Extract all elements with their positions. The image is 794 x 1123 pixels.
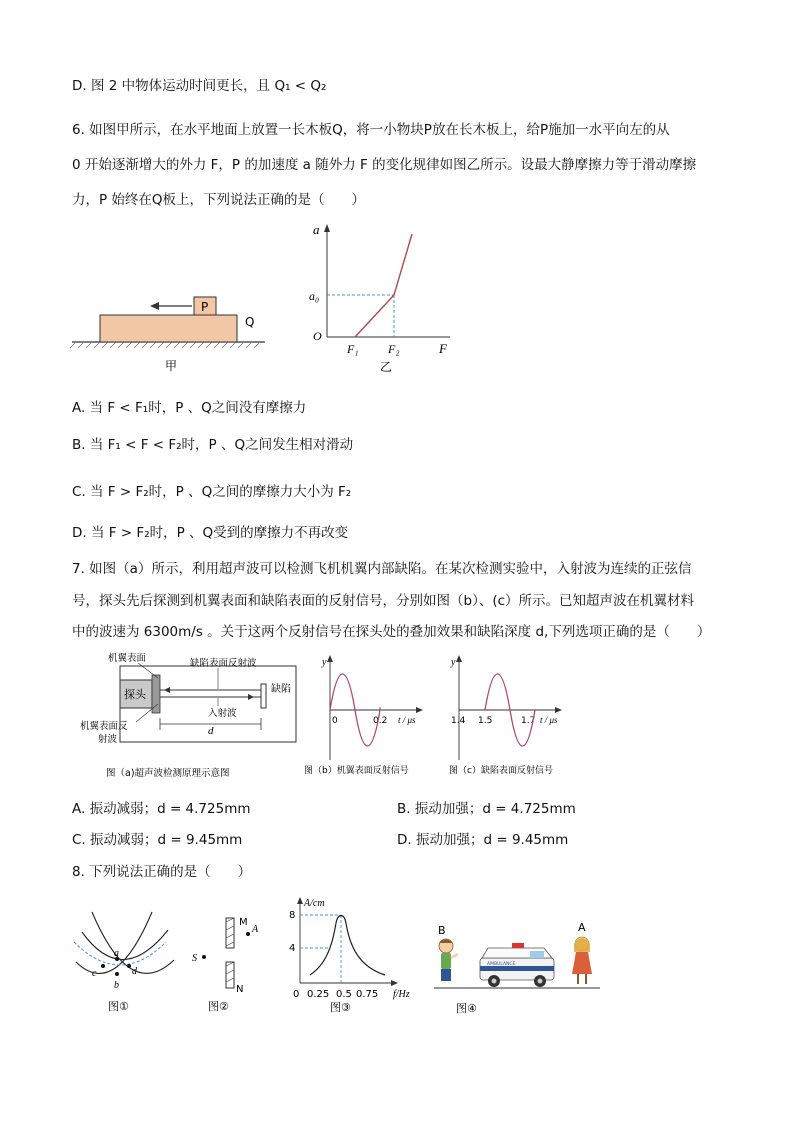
ambulance [480,943,554,987]
x-label-f: F [439,341,447,356]
label-f1: F₁ [347,342,359,356]
label-a0: a₀ [309,289,320,303]
fig2-label-a: A [252,924,259,935]
fig3-tick-025: 0.25 [307,989,330,1000]
fig3-tick-075: 0.75 [356,989,379,1000]
incident-label: 入射波 [208,708,237,719]
ambulance-text: AMBULANCE [487,962,516,967]
c-tick-17: 1.7 [521,716,536,726]
fig4-label-b: B [438,924,446,937]
c-x-unit: t / μs [540,715,558,725]
wing-reflect-label-1: 机翼表面反 [80,721,128,732]
fig3-tick-0: 0 [293,989,300,1000]
b-tick-0: 0 [332,716,338,726]
wing-surface-label: 机翼表面 [108,653,147,664]
b-tick-02: 0.2 [373,716,388,726]
fig3-tick-05: 0.5 [336,989,352,1000]
q8-figure-3 [280,893,420,1015]
caption-a: 图（a)超声波检测原理示意图 [106,768,230,779]
caption-b: 图（b）机翼表面反射信号 [304,766,409,776]
q8-figure-4 [432,916,607,1016]
fig1-label-d: d [132,966,137,977]
defect-reflect-label: 缺陷表面反射波 [190,658,257,669]
q6-option-c: C. 当 F > F₂时，P 、Q之间的摩擦力大小为 F₂ [72,484,352,500]
caption-c: 图（c）缺陷表面反射信号 [449,766,553,776]
y-label-a: a [313,222,320,237]
girl-figure [572,937,592,984]
boy-figure [439,939,458,981]
fig3-tick-4: 4 [289,943,296,954]
q8-figure-2 [190,910,265,1015]
caption-fig1: 图① [108,1000,129,1013]
caption-jia: 甲 [165,359,178,373]
label-p: P [201,300,209,314]
caption-fig2: 图② [208,1000,229,1013]
resonance-curve [310,916,385,976]
fig1-label-b: b [114,980,119,991]
c-tick-15: 1.5 [478,716,493,726]
q8-figure-1 [70,910,180,1015]
q7-option-c: C. 振动减弱；d = 9.45mm [72,832,243,848]
board-q [100,315,237,342]
a-f-curve [355,234,412,337]
fig2-label-n: N [236,984,244,995]
q7-option-a: A. 振动减弱；d = 4.725mm [72,801,251,817]
q7-stem-line1: 7. 如图（a）所示，利用超声波可以检测飞机机翼内部缺陷。在某次检测实验中，入射波为连续的正弦信 [72,561,692,577]
q6-figure-yi [305,222,465,377]
q7-figure-c [445,652,575,780]
fig1-label-a: a [114,948,119,959]
q6-option-b: B. 当 F₁ < F < F₂时，P 、Q之间发生相对滑动 [72,437,354,453]
q7-option-b: B. 振动加强；d = 4.725mm [397,801,576,817]
defect-label: 缺陷 [271,684,291,695]
fig3-y-label: A/cm [304,898,325,909]
b-y-label: y [322,657,327,668]
q6-figure-jia [70,290,270,380]
q8-stem: 8. 下列说法正确的是（ ） [72,864,252,880]
q5-option-d: D. 图 2 中物体运动时间更长，且 Q₁ < Q₂ [72,78,327,94]
fig3-tick-8: 8 [289,910,296,921]
label-q: Q [245,315,255,329]
fig2-label-m: M [239,917,248,928]
fig4-label-a: A [578,921,586,934]
q7-option-d: D. 振动加强；d = 9.45mm [397,832,569,848]
q6-option-a: A. 当 F < F₁时，P 、Q之间没有摩擦力 [72,400,307,416]
fig3-x-label: f/Hz [393,989,410,1000]
q7-stem-line2: 号，探头先后探测到机翼表面和缺陷表面的反射信号，分别如图（b）、(c）所示。已知超声波在机翼材料 [72,593,695,609]
fig1-label-c: c [92,968,97,979]
q6-stem-line1: 6. 如图甲所示，在水平地面上放置一长木板Q，将一小物块P放在长木板上，给P施加一水平向左的从 [72,122,670,138]
q7-figure-b [300,652,430,780]
caption-fig3: 图③ [330,1001,351,1014]
label-f2: F₂ [388,342,400,356]
label-origin: O [313,329,322,343]
c-y-label: y [451,657,456,668]
caption-yi: 乙 [380,360,393,374]
b-x-unit: t / μs [398,715,416,725]
fig2-label-s: S [192,953,197,964]
q6-option-d: D. 当 F > F₂时，P 、Q受到的摩擦力不再改变 [72,525,349,541]
c-tick-14: 1.4 [451,716,466,726]
probe-label: 探头 [124,688,146,701]
q7-stem-line3: 中的波速为 6300m/s 。关于这两个反射信号在探头处的叠加效果和缺陷深度 d,下列选项正确的是（ ） [72,624,711,640]
caption-fig4: 图④ [456,1002,477,1015]
defect-mark [261,684,266,708]
d-label: d [208,725,214,737]
q6-stem-line2: 0 开始逐渐增大的外力 F，P 的加速度 a 随外力 F 的变化规律如图乙所示。设最大静摩擦力等于滑动摩擦 [72,157,697,173]
wing-reflect-label-2: 射波 [98,734,118,745]
q7-figure-a [78,650,303,782]
q6-stem-line3: 力，P 始终在Q板上，下列说法正确的是（ ） [72,192,366,208]
